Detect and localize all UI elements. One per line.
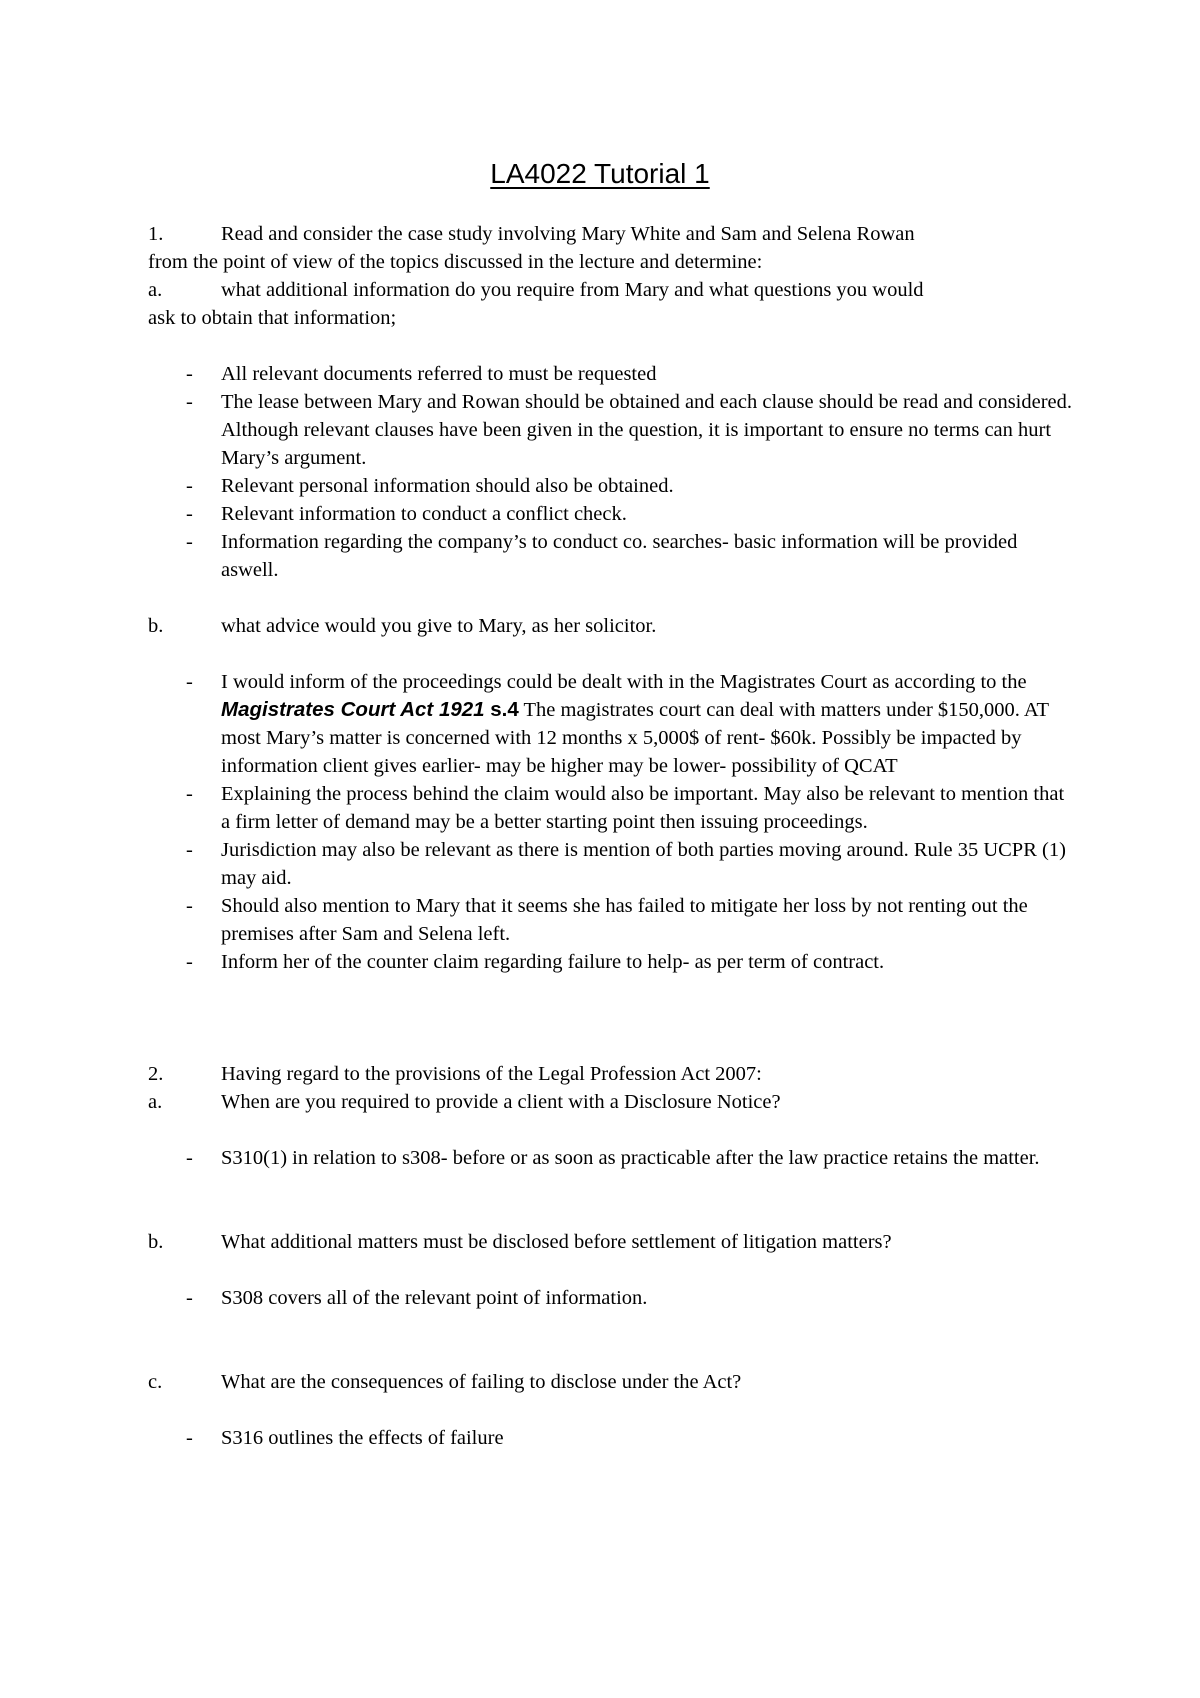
- answer-list-2a: [148, 1144, 1078, 1172]
- question-text: Read and consider the case study involving Mary White and Sam and Selena Rowan: [221, 223, 915, 245]
- question-1b: [148, 612, 1078, 640]
- bullet-dash: -: [186, 839, 193, 861]
- question-2a: [148, 1088, 1078, 1116]
- list-item-text: [221, 668, 1078, 780]
- list-item-text: Information regarding the company’s to conduct co. searches- basic information will be provided aswell.: [221, 531, 1018, 581]
- question-2: [148, 1060, 1078, 1088]
- bullet-dash: -: [186, 783, 193, 805]
- bullet-dash: -: [186, 475, 193, 497]
- bullet-dash: -: [186, 391, 193, 413]
- list-item-text: The lease between Mary and Rowan should be obtained and each clause should be read and considered. Although relevant clauses have been given in the question, it is important to ensure no terms can hurt Mary’s argument.: [221, 391, 1073, 469]
- list-item: [148, 528, 1078, 584]
- act-citation: Magistrates Court Act 1921: [221, 698, 485, 721]
- answer-list-2c: [148, 1424, 1078, 1452]
- subquestion-text: what additional information do you require from Mary and what questions you would: [221, 279, 924, 301]
- question-2c: [148, 1368, 1078, 1396]
- question-2b: [148, 1228, 1078, 1256]
- page-title: LA4022 Tutorial 1: [490, 158, 710, 189]
- subquestion-text-continued: ask to obtain that information;: [148, 307, 397, 329]
- subquestion-text: When are you required to provide a client with a Disclosure Notice?: [221, 1091, 781, 1113]
- list-item-text: Explaining the process behind the claim would also be important. May also be relevant to mention that a firm letter of demand may be a better starting point then issuing proceedings.: [221, 783, 1065, 833]
- bullet-dash: -: [186, 531, 193, 553]
- bullet-dash: -: [186, 671, 193, 693]
- list-item-text: Jurisdiction may also be relevant as there is mention of both parties moving around. Rule 35 UCPR (1) may aid.: [221, 839, 1066, 889]
- subquestion-text: what advice would you give to Mary, as her solicitor.: [221, 615, 657, 637]
- list-item: [148, 1424, 1078, 1452]
- list-item-text: Relevant personal information should also be obtained.: [221, 475, 674, 497]
- list-item: [148, 836, 1078, 892]
- bullet-dash: -: [186, 951, 193, 973]
- bullet-dash: -: [186, 895, 193, 917]
- list-item-text: All relevant documents referred to must be requested: [221, 363, 657, 385]
- list-item: [148, 892, 1078, 948]
- list-item: [148, 360, 1078, 388]
- list-item: [148, 472, 1078, 500]
- question-1: [148, 220, 1078, 248]
- list-item: [148, 780, 1078, 836]
- bullet-dash: -: [186, 1427, 193, 1449]
- subquestion-label: c.: [148, 1371, 163, 1393]
- list-item-text: S316 outlines the effects of failure: [221, 1427, 504, 1449]
- bullet-dash: -: [186, 503, 193, 525]
- document-body: [148, 220, 1078, 1452]
- subquestion-label: b.: [148, 615, 164, 637]
- list-item-text: S308 covers all of the relevant point of information.: [221, 1287, 648, 1309]
- question-number: 2.: [148, 1063, 164, 1085]
- question-text: Having regard to the provisions of the Legal Profession Act 2007:: [221, 1063, 762, 1085]
- answer-list-1b: [148, 668, 1078, 976]
- subquestion-text: What are the consequences of failing to disclose under the Act?: [221, 1371, 742, 1393]
- list-item-text: S310(1) in relation to s308- before or as soon as practicable after the law practice retains the matter.: [221, 1147, 1040, 1169]
- list-item: [148, 1284, 1078, 1312]
- list-item-text: Relevant information to conduct a conflict check.: [221, 503, 627, 525]
- list-item: [148, 948, 1078, 976]
- section-citation: s.4: [484, 698, 519, 721]
- question-number: 1.: [148, 223, 164, 245]
- list-item: [148, 500, 1078, 528]
- bullet-dash: -: [186, 1287, 193, 1309]
- subquestion-label: b.: [148, 1231, 164, 1253]
- list-item-text: Should also mention to Mary that it seems she has failed to mitigate her loss by not renting out the premises after Sam and Selena left.: [221, 895, 1028, 945]
- list-item: [148, 668, 1078, 780]
- question-text-continued: from the point of view of the topics discussed in the lecture and determine:: [148, 251, 763, 273]
- bullet-dash: -: [186, 1147, 193, 1169]
- subquestion-text: What additional matters must be disclosed before settlement of litigation matters?: [221, 1231, 892, 1253]
- answer-list-1a: [148, 360, 1078, 584]
- question-1a: [148, 276, 1078, 304]
- list-item-text-start: I would inform of the proceedings could be dealt with in the Magistrates Court as according to the: [221, 671, 1027, 693]
- subquestion-label: a.: [148, 1091, 163, 1113]
- list-item-text-end: The magistrates court can deal with matters under $150,000. AT most Mary’s matter is concerned with 12 months x 5,000$ of rent- $60k. Possibly be impacted by information client gives earlier- may be higher may be lower- possibility of QCAT: [221, 699, 1049, 777]
- answer-list-2b: [148, 1284, 1078, 1312]
- list-item-text: Inform her of the counter claim regarding failure to help- as per term of contract.: [221, 951, 885, 973]
- subquestion-label: a.: [148, 279, 163, 301]
- list-item: [148, 1144, 1078, 1172]
- bullet-dash: -: [186, 363, 193, 385]
- list-item: [148, 388, 1078, 472]
